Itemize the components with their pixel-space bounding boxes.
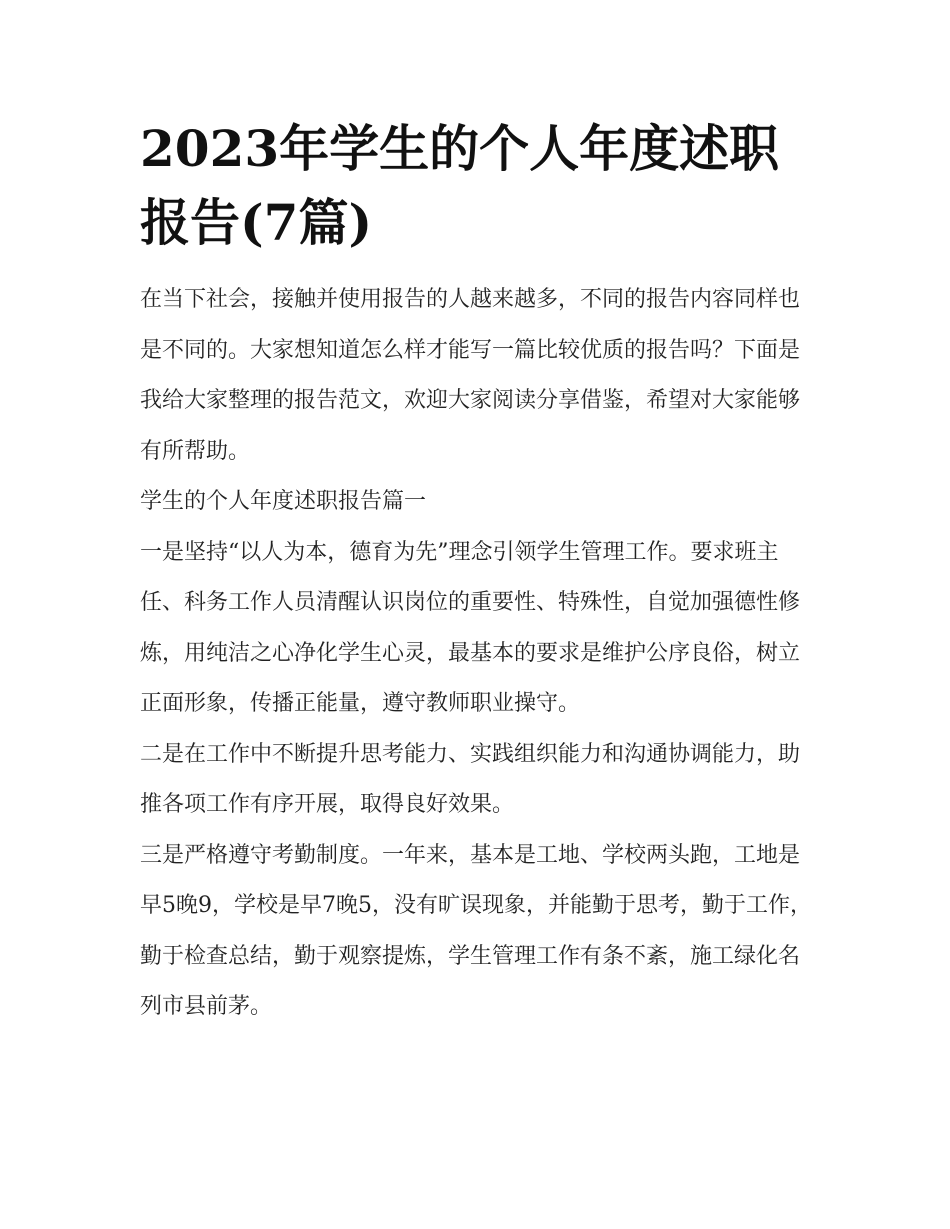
document-body: [140, 275, 812, 1033]
document-title: 2023年学生的个人年度述职报告(7篇): [140, 119, 780, 252]
section-heading: 学生的个人年度述职报告篇一: [140, 489, 427, 514]
body-paragraph: 二是在工作中不断提升思考能力、实践组织能力和沟通协调能力，助推各项工作有序开展，取得良好效果。: [140, 741, 801, 817]
intro-paragraph: 在当下社会，接触并使用报告的人越来越多，不同的报告内容同样也是不同的。大家想知道怎么样才能写一篇比较优质的报告吗？下面是我给大家整理的报告范文，欢迎大家阅读分享借鉴，希望对大家能够有所帮助。: [140, 287, 801, 464]
body-paragraph: 一是坚持“以人为本，德育为先”理念引领学生管理工作。要求班主任、科务工作人员清醒认识岗位的重要性、特殊性，自觉加强德性修炼，用纯洁之心净化学生心灵，最基本的要求是维护公序良俗，树立正面形象，传播正能量，遵守教师职业操守。: [140, 539, 801, 716]
body-paragraph: 三是严格遵守考勤制度。一年来，基本是工地、学校两头跑，工地是早5晚9，学校是早7晚5，没有旷误现象，并能勤于思考，勤于工作，勤于检查总结，勤于观察提炼，学生管理工作有条不紊，施工绿化名列市县前茅。: [140, 842, 812, 1019]
